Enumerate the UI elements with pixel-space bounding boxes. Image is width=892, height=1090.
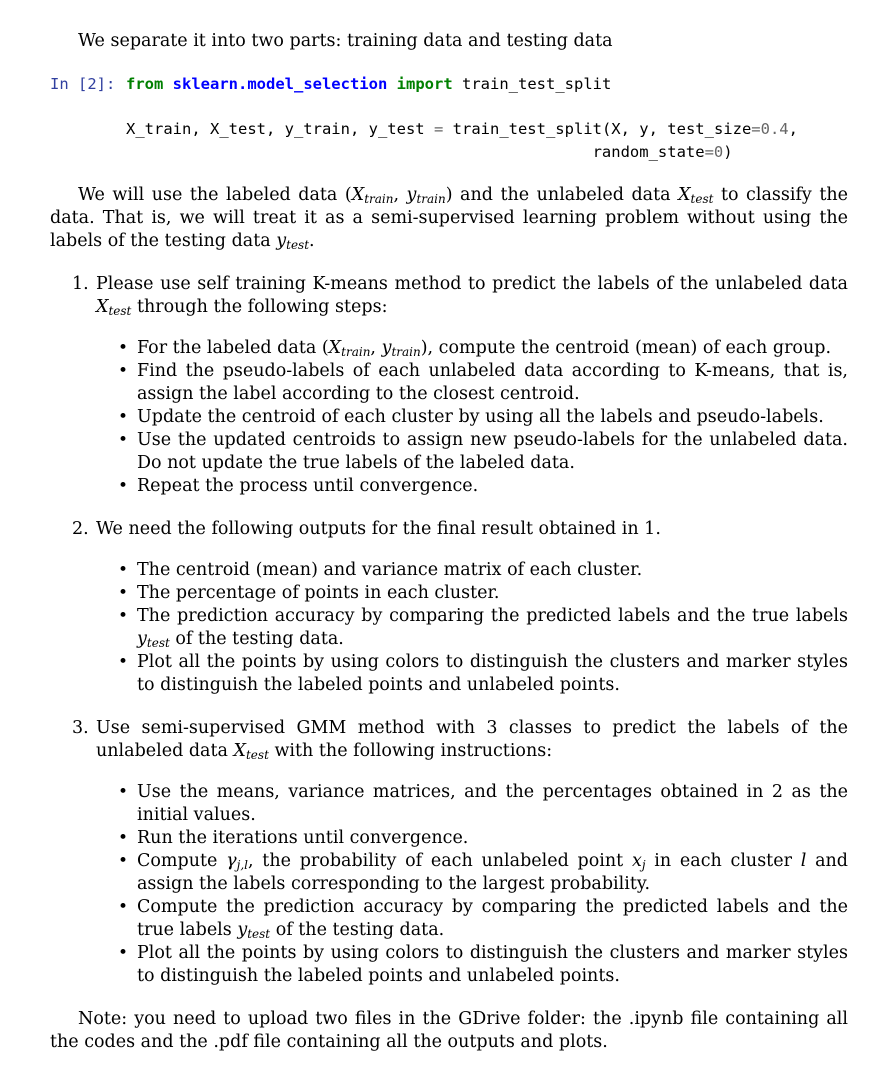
list-item: • The centroid (mean) and variance matrix of each cluster. (118, 560, 643, 580)
list-item: • Compute the prediction accuracy by comparing the predicted labels and the true labels $y_{test}$ of the testing data. (118, 897, 848, 941)
task-3-steps (96, 781, 848, 988)
list-item: • Compute $\gamma_{j,l}$, the probability of each unlabeled point $x_j$ in each cluster l and assign the labels corresponding to the largest probability. (118, 851, 848, 894)
cell-prompt: In [2]: (50, 75, 116, 93)
list-item: • The prediction accuracy by comparing the predicted labels and the true labels $y_{test}$ of the testing data. (118, 606, 848, 650)
list-item: • Run the iterations until convergence. (118, 828, 469, 848)
bullet-icon: • (118, 583, 129, 603)
notebook-page (50, 30, 848, 1054)
bullet-icon: • (118, 851, 129, 871)
list-item: • For the labeled data ($X_{train}$, $y_{train}$), compute the centroid (mean) of each group. (118, 338, 832, 359)
list-item: • Plot all the points by using colors to distinguish the clusters and marker styles to distinguish the labeled points and unlabeled points. (118, 652, 848, 695)
code-line-import: from sklearn.model_selection import train_test_split (126, 75, 612, 93)
bullet-icon: • (118, 943, 129, 963)
bullet-icon: • (118, 338, 129, 358)
bullet-icon: • (118, 361, 129, 381)
task-text: Please use self training K-means method to predict the labels of the unlabeled data $X_{test}$ through the following steps: (96, 274, 848, 318)
task-number: 3. (72, 718, 89, 738)
task-number: 1. (72, 274, 89, 294)
list-item: • Use the means, variance matrices, and the percentages obtained in 2 as the initial values. (118, 782, 848, 825)
task-3 (50, 717, 848, 988)
bullet-icon: • (118, 407, 129, 427)
bullet-icon: • (118, 560, 129, 580)
list-item: • Repeat the process until convergence. (118, 476, 479, 496)
bullet-icon: • (118, 430, 129, 450)
task-1 (50, 273, 848, 498)
upload-note: Note: you need to upload two files in the GDrive folder: the .ipynb file containing all the codes and the .pdf file containing all the outputs and plots. (50, 1009, 848, 1052)
code-line-random-state: random_state=0) (592, 143, 733, 161)
code-cell[interactable] (50, 73, 848, 164)
task-list (50, 273, 848, 988)
task-text: We need the following outputs for the final result obtained in 1. (96, 519, 661, 539)
problem-paragraph: We will use the labeled data ($X_{train}$, $y_{train}$) and the unlabeled data $X_{test}$ to classify the data. That is, we will treat it as a semi-supervised learning problem without using the labels of the testing data $y_{test}$. (50, 185, 848, 252)
list-item: • Update the centroid of each cluster by using all the labels and pseudo-labels. (118, 407, 824, 427)
bullet-icon: • (118, 652, 129, 672)
list-item: • Use the updated centroids to assign new pseudo-labels for the unlabeled data. Do not update the true labels of the labeled data. (118, 430, 848, 473)
bullet-icon: • (118, 782, 129, 802)
cell-code[interactable] (126, 73, 798, 164)
bullet-icon: • (118, 828, 129, 848)
list-item: • Find the pseudo-labels of each unlabeled data according to K-means, that is, assign the label according to the closest centroid. (118, 361, 848, 404)
task-number: 2. (72, 519, 89, 539)
bullet-icon: • (118, 476, 129, 496)
task-1-steps (96, 337, 848, 498)
list-item: • Plot all the points by using colors to distinguish the clusters and marker styles to distinguish the labeled points and unlabeled points. (118, 943, 848, 986)
intro-line: We separate it into two parts: training data and testing data (78, 31, 613, 51)
task-2 (50, 518, 848, 697)
task-2-steps (96, 559, 848, 697)
task-text: Use semi-supervised GMM method with 3 classes to predict the labels of the unlabeled data $X_{test}$ with the following instructions: (96, 718, 848, 762)
bullet-icon: • (118, 897, 129, 917)
bullet-icon: • (118, 606, 129, 626)
list-item: • The percentage of points in each cluster. (118, 583, 500, 603)
code-line-split: X_train, X_test, y_train, y_test = train_test_split(X, y, test_size=0.4, (126, 120, 798, 138)
